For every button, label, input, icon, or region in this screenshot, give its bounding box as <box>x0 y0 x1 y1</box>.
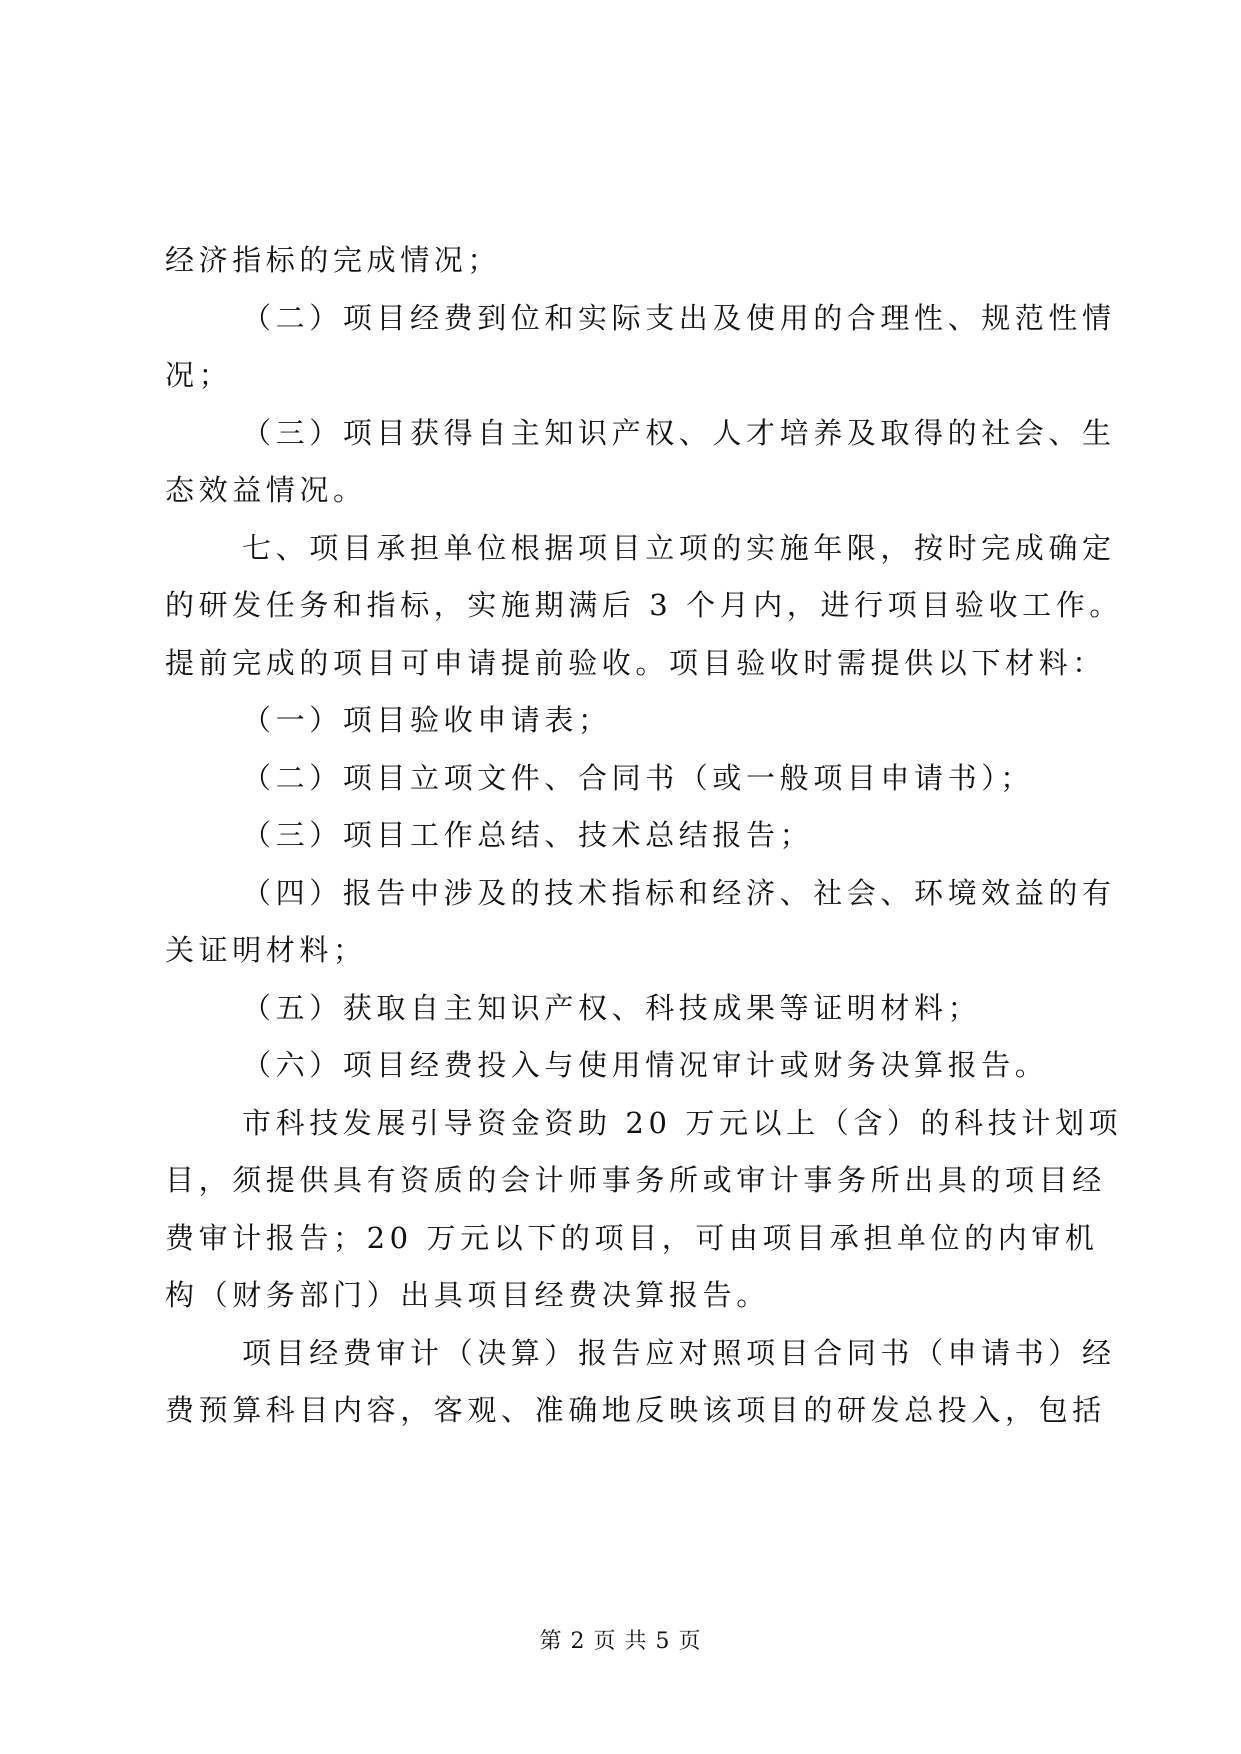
text-line: （五）获取自主知识产权、科技成果等证明材料； <box>242 990 982 1025</box>
text-line: 七、项目承担单位根据项目立项的实施年限，按时完成确定 <box>242 530 1116 565</box>
text-line: （二）项目立项文件、合同书（或一般项目申请书）； <box>242 760 1034 795</box>
text-line: 项目经费审计（决算）报告应对照项目合同书（申请书）经 <box>242 1335 1116 1370</box>
body-text <box>165 232 1123 1440</box>
page-footer <box>0 1624 1241 1655</box>
text-line: （二）项目经费到位和实际支出及使用的合理性、规范性情 <box>242 300 1116 335</box>
text-line: （三）项目获得自主知识产权、人才培养及取得的社会、生 <box>242 415 1116 450</box>
text-line: 况； <box>165 358 233 392</box>
text-line: 提前完成的项目可申请提前验收。项目验收时需提供以下材料： <box>165 645 1106 680</box>
text-line: 费预算科目内容，客观、准确地反映该项目的研发总投入，包括 <box>165 1393 1106 1427</box>
text-line: 费审计报告；20 万元以下的项目，可由项目承担单位的内审机 <box>165 1220 1099 1255</box>
text-line: 目，须提供具有资质的会计师事务所或审计事务所出具的项目经 <box>165 1163 1106 1197</box>
text-line: 的研发任务和指标，实施期满后 3 个月内，进行项目验收工作。 <box>165 588 1123 622</box>
text-line: （四）报告中涉及的技术指标和经济、社会、环境效益的有 <box>242 875 1116 910</box>
text-line: （六）项目经费投入与使用情况审计或财务决算报告。 <box>242 1048 1049 1082</box>
text-line: 态效益情况。 <box>165 473 367 507</box>
text-line: （三）项目工作总结、技术总结报告； <box>242 818 814 852</box>
text-line: 关证明材料； <box>165 933 367 967</box>
text-line: 构（财务部门）出具项目经费决算报告。 <box>165 1278 770 1312</box>
text-line: （一）项目验收申请表； <box>242 703 612 737</box>
text-line: 市科技发展引导资金资助 20 万元以上（含）的科技计划项 <box>242 1105 1123 1140</box>
page-number: 第 2 页 共 5 页 <box>539 1629 702 1654</box>
text-line: 经济指标的完成情况； <box>165 243 502 277</box>
